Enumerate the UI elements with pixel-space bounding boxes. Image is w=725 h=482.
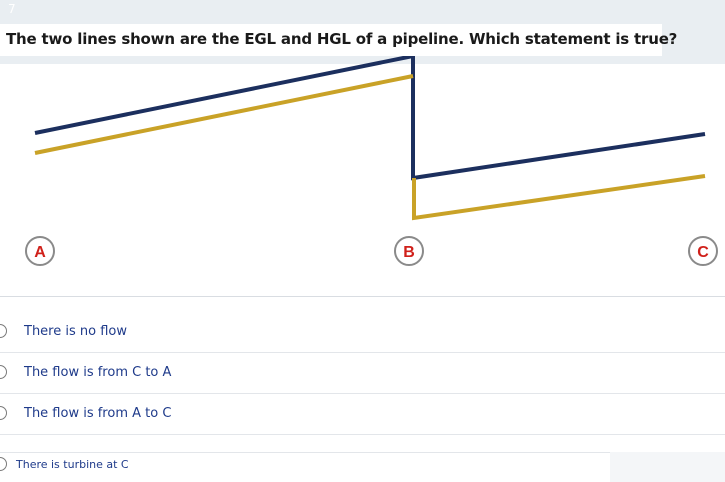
option-divider xyxy=(0,352,725,353)
option-label[interactable]: The flow is from A to C xyxy=(24,405,172,421)
option-divider xyxy=(0,434,725,435)
option-divider xyxy=(0,393,725,394)
option-label[interactable]: There is turbine at C xyxy=(16,457,129,471)
hgl-line xyxy=(35,76,413,153)
hgl-line-drop xyxy=(414,176,705,218)
egl-hgl-figure xyxy=(0,56,725,296)
point-label-c: C xyxy=(697,244,709,261)
radio-button[interactable] xyxy=(0,365,7,379)
point-marker-b xyxy=(395,237,423,265)
radio-button[interactable] xyxy=(0,406,7,420)
option-label[interactable]: There is no flow xyxy=(24,323,127,339)
point-marker-c xyxy=(689,237,717,265)
question-text: The two lines shown are the EGL and HGL of a pipeline. Which statement is true? xyxy=(6,30,678,48)
point-marker-a xyxy=(26,237,54,265)
question-number: 7 xyxy=(8,2,16,16)
point-label-a: A xyxy=(34,244,46,261)
option-label[interactable]: The flow is from C to A xyxy=(24,364,172,380)
figure-divider xyxy=(0,296,725,297)
egl-line xyxy=(35,56,705,178)
radio-button[interactable] xyxy=(0,324,7,338)
point-label-b: B xyxy=(403,244,415,261)
right-strip xyxy=(610,452,725,482)
